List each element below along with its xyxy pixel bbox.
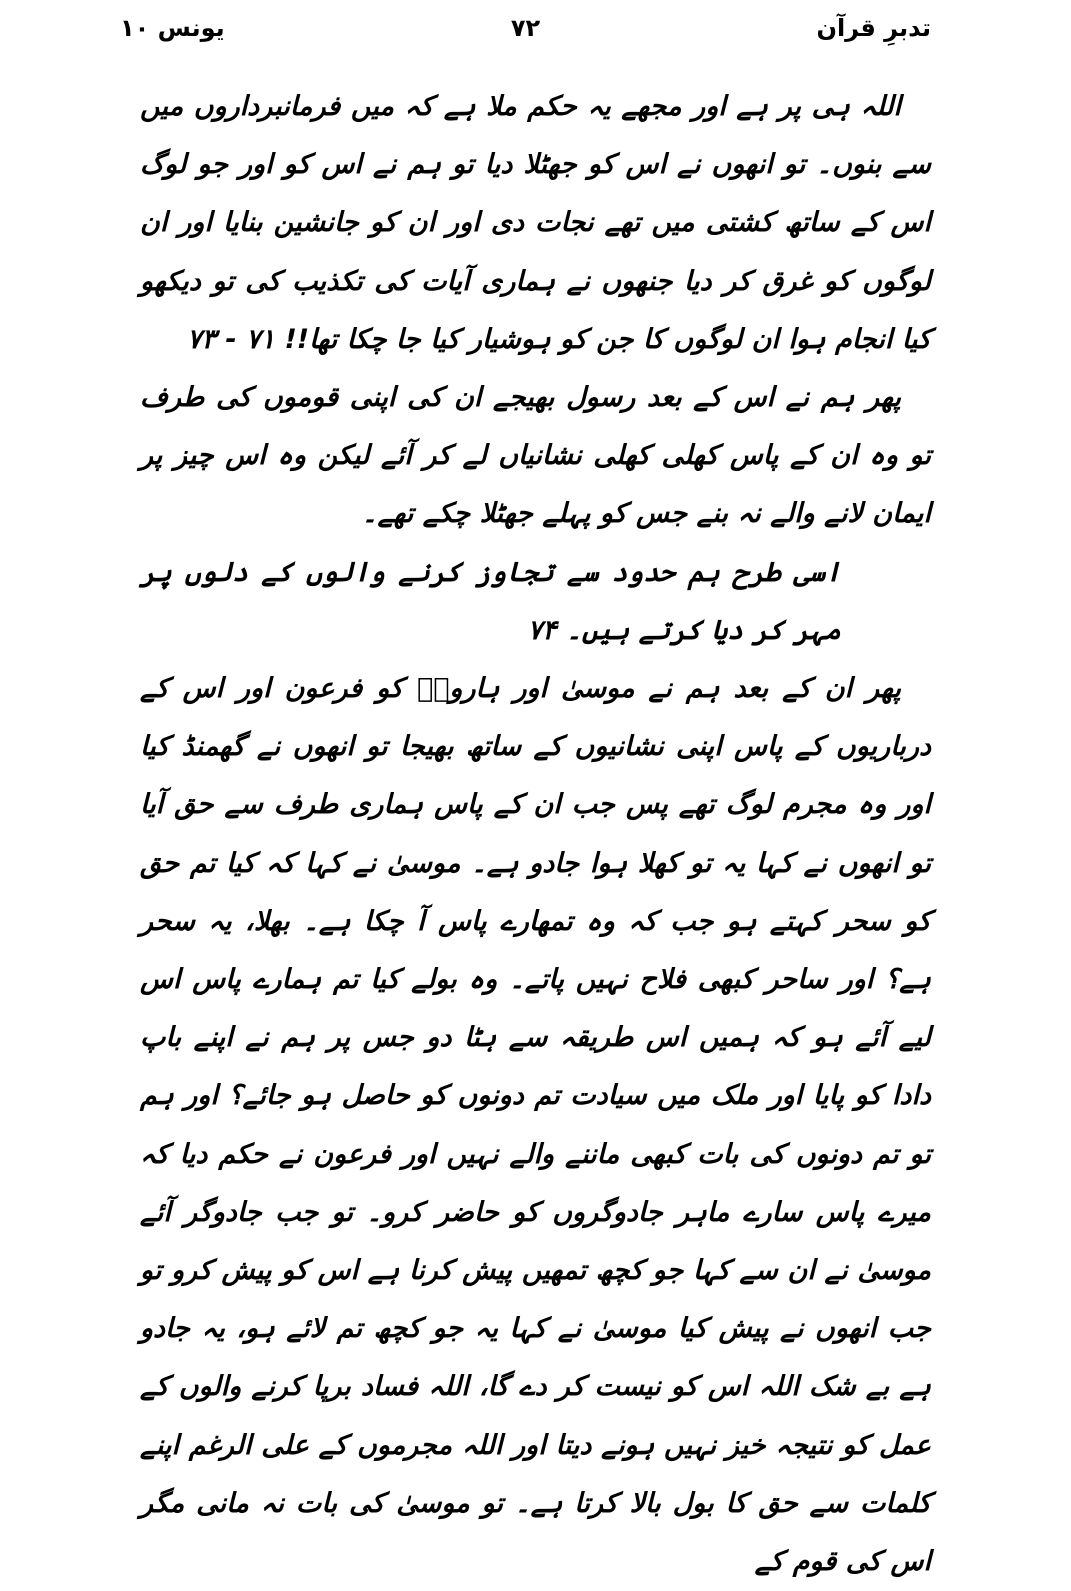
body-text: [140, 78, 931, 1591]
book-title: تدبرِ قرآن: [816, 14, 931, 42]
paragraph-verse-74: اسی طرح ہم حدود سے تجاوز کرنے والوں کے دلوں پر مہر کر دیا کرتے ہیں۔ ۷۴: [140, 556, 841, 646]
page-header: [120, 14, 931, 54]
paragraph-messengers: پھر ہم نے اس کے بعد رسول بھیجے ان کی اپنی قوموں کی طرف تو وہ ان کے پاس کھلی کھلی نشانیاں لے کر آئے لیکن وہ اس چیز پر ایمان لانے والے نہ بنے جس کو پہلے جھٹلا چکے تھے۔: [140, 382, 931, 530]
surah-title: یونس ۱۰: [120, 14, 225, 42]
page-number: ۷۲: [510, 14, 541, 42]
paragraph-verses-71-73: اللہ ہی پر ہے اور مجھے یہ حکم ملا ہے کہ میں فرمانبرداروں میں سے بنوں۔ تو انھوں نے اس کو جھٹلا دیا تو ہم نے اس کو اور جو لوگ اس کے ساتھ کشتی میں تھے نجات دی اور ان کو جانشین بنایا اور ان لوگوں کو غرق کر دیا جنھوں نے ہماری آیات کی تکذیب کی تو دیکھو کیا انجام ہوا ان لوگوں کا جن کو ہوشیار کیا جا چکا تھا!! ۷۱ - ۷۳: [140, 91, 931, 355]
paragraph-moses-pharaoh: پھر ان کے بعد ہم نے موسیٰ اور ہارونؑ کو فرعون اور اس کے درباریوں کے پاس اپنی نشانیوں کے ساتھ بھیجا تو انھوں نے گھمنڈ کیا اور وہ مجرم لوگ تھے پس جب ان کے پاس ہماری طرف سے حق آیا تو انھوں نے کہا یہ تو کھلا ہوا جادو ہے۔ موسیٰ نے کہا کہ کیا تم حق کو سحر کہتے ہو جب کہ وہ تمھارے پاس آ چکا ہے۔ بھلا، یہ سحر ہے؟ اور ساحر کبھی فلاح نہیں پاتے۔ وہ بولے کیا تم ہمارے پاس اس لیے آئے ہو کہ ہمیں اس طریقہ سے ہٹا دو جس پر ہم نے اپنے باپ دادا کو پایا اور ملک میں سیادت تم دونوں کو حاصل ہو جائے؟ اور ہم تو تم دونوں کی بات کبھی ماننے والے نہیں اور فرعون نے حکم دیا کہ میرے پاس سارے ماہر جادوگروں کو حاضر کرو۔ تو جب جادوگر آئے موسیٰ نے ان سے کہا جو کچھ تمھیں پیش کرنا ہے اس کو پیش کرو تو جب انھوں نے پیش کیا موسیٰ نے کہا یہ جو کچھ تم لائے ہو، یہ جادو ہے بے شک اللہ اس کو نیست کر دے گا، اللہ فساد برپا کرنے والوں کے عمل کو نتیجہ خیز نہیں ہونے دیتا اور اللہ مجرموں کے علی الرغم اپنے کلمات سے حق کا بول بالا کرتا ہے۔ تو موسیٰ کی بات نہ مانی مگر اس کی قوم کے: [140, 673, 931, 1578]
